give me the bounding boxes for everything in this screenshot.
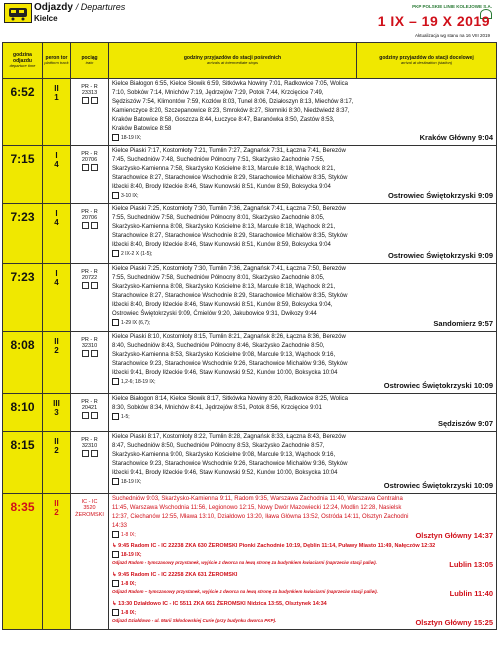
connection-block — [112, 542, 493, 569]
connection-destination: Lublin 11:40 — [449, 589, 493, 598]
validity-period: 1 IX – 19 X 2019 — [377, 13, 490, 29]
connection-block — [112, 571, 493, 598]
train-amenities-icons — [71, 97, 108, 104]
destination-arrival: Ostrowiec Świętokrzyski 9:09 — [357, 146, 497, 204]
platform: II — [54, 499, 59, 508]
train-category: PR - R — [81, 151, 98, 157]
train-number: 32310 — [81, 343, 98, 350]
calendar-icon — [112, 413, 119, 420]
train-category: PR - R — [81, 269, 98, 275]
departure-time: 7:23 — [3, 264, 43, 332]
departure-time: 7:15 — [3, 146, 43, 204]
calendar-icon — [112, 478, 119, 485]
train-number: 20706 — [81, 215, 98, 222]
train-number: 32310 — [81, 443, 98, 450]
connection-info: Odjazd Działdowo - ul. Marii Skłodowskiej Curie (przy budynku dworca PKP). — [112, 618, 277, 623]
platform: III — [53, 399, 60, 408]
note-text: 1-8 IX; — [121, 532, 136, 538]
note-text: 18-19 IX; — [121, 552, 142, 558]
platform-track — [43, 204, 71, 264]
train-info — [71, 332, 109, 394]
timetable — [2, 42, 497, 630]
stops-text: Suchedniów 9:03, Skarżysko-Kamienna 9:11, Radom 9:35, Warszawa Zachodnia 11:40, Warszawa Centralna 11:45, Warszawa Wschodnia 11:56, Legionowo 12:15, Nowy Dwór Mazowiecki 12:24, Modlin 12:28, Nasielsk 12:37, Ciechanów 12:55, Mława 13:10, Działdowo 13:20, Iława Główna 13:52, Ostróda 14:11, Olsztyn Zachodni 14:33 — [112, 496, 409, 529]
track: 2 — [54, 345, 59, 355]
note-text: 1-29 IX (6,7); — [121, 320, 151, 326]
calendar-icon — [112, 580, 119, 587]
train-info — [71, 204, 109, 264]
platform: II — [54, 84, 59, 93]
train-amenities-icons — [71, 450, 108, 457]
stops-text: Kielce Białogon 8:14, Kielce Słowik 8:17, Sitkówka Nowiny 8:20, Radkowice 8:25, Wolica 8:30, Sobków 8:34, Mnichów 8:41, Jędrzejów 8:51, Potok 8:56, Krzcięcice 9:01 — [112, 396, 349, 411]
departure-time: 7:23 — [3, 204, 43, 264]
col-stops: godziny przyjazdów do stacji pośrednich arrivals at intermediate stops — [109, 43, 357, 79]
connection-destination: Olsztyn Główny 15:25 — [415, 618, 493, 627]
note-text: 1-8 IX; — [121, 581, 137, 587]
intermediate-stops — [109, 79, 357, 146]
platform-track — [43, 146, 71, 204]
platform: I — [55, 209, 58, 218]
table-row — [3, 264, 497, 332]
track: 4 — [54, 277, 59, 287]
connection-block — [112, 600, 493, 627]
track: 2 — [54, 445, 59, 455]
connection-line: ↳ 9:45 Radom IC - IC 22238 ZKA 630 ŻEROMSKI Pionki Zachodnie 10:19, Dęblin 11:14, Puławy Miasto 11:49, Nałęczów 12:32 — [112, 543, 436, 549]
train-category: IC - IC — [81, 499, 98, 505]
platform: I — [55, 151, 58, 160]
train-number: 20421 — [81, 405, 98, 412]
track: 3 — [54, 407, 59, 417]
train-number: 23313 — [81, 90, 98, 97]
train-number: 20722 — [81, 275, 98, 282]
calendar-icon — [112, 551, 119, 558]
stops-text: Kielce Piaski 8:10, Kostomłoty 8:15, Tumlin 8:21, Zagnańsk 8:26, Łączna 8:36, Berezów 8:40, Suchedniów 8:43, Suchedniów Północny 8:46, Skarżysko Zachodnie 8:50, Skarżysko-Kamienna 8:53, Skarżysko Kościelne 9:08, Marcule 9:13, Wąchock 9:16, Starachowice 9:23, Starachowice Wschodnie 9:26, Starachowice Michałów 9:36, Styków Iłżecki 9:41, Brody Iłżeckie 9:46, Staw Kunowski 9:52, Kunów 10:00, Boksycka 10:04 — [112, 334, 348, 376]
note-text: 18-19 IX; — [121, 479, 142, 485]
platform-track — [43, 432, 71, 494]
intermediate-stops — [109, 146, 357, 204]
ic-stops-wrap — [112, 495, 415, 540]
calendar-icon — [112, 250, 119, 257]
col-dest: godziny przyjazdów do stacji docelowej arrival at destination (station) — [357, 43, 497, 79]
calendar-icon — [112, 609, 119, 616]
connection-bottom — [112, 560, 493, 569]
connection-line: ↳ 9:45 Radom IC - IC 22258 ZKA 631 ŻEROMSKI — [112, 572, 238, 578]
train-amenities-icons — [71, 164, 108, 171]
train-number: 20706 — [81, 157, 98, 164]
departure-time: 8:15 — [3, 432, 43, 494]
connection-bottom — [112, 618, 493, 627]
train-info — [71, 394, 109, 432]
table-row — [3, 432, 497, 494]
station-name: Kielce — [34, 14, 58, 23]
connection-note — [112, 609, 493, 618]
note-text: 1-8 IX; — [121, 610, 137, 616]
train-amenities-icons — [71, 222, 108, 229]
train-info — [71, 79, 109, 146]
train-info — [71, 264, 109, 332]
note-text: 1,2-6; 18-19 IX; — [121, 379, 156, 385]
col-train: pociąg train — [71, 43, 109, 79]
intermediate-stops — [109, 394, 357, 432]
train-category: PR - R — [81, 437, 98, 443]
connection-info: Odjazd Radom – tymczasowy przystanek, wyjście z dworca na lewą stronę za budynkiem kwiaciarni (naprzeciw stacji paliw). — [112, 589, 378, 594]
train-category: PR - R — [81, 84, 98, 90]
platform-track — [43, 79, 71, 146]
table-row — [3, 394, 497, 432]
departure-time: 6:52 — [3, 79, 43, 146]
col-time: godzina odjazdu departure time — [3, 43, 43, 79]
intermediate-stops — [109, 494, 497, 630]
note-text: 18-19 IX; — [121, 135, 142, 141]
platform: I — [55, 269, 58, 278]
stops-text: Kielce Białogon 6:55, Kielce Słowik 6:59, Sitkówka Nowiny 7:01, Radkowice 7:05, Wolica 7:10, Sobków 7:14, Mnichów 7:19, Jędrzejów 7:29, Potok 7:44, Krzcięcice 7:49, Sędziszów 7:54, Klimontów 7:59, Kozłów 8:03, Tunel 8:06, Działoszyn 8:13, Miechów 8:17, Kamienczyce 8:20, Szczepanowice 8:23, Smroków 8:27, Słomniki 8:30, Niedźwiedź 8:37, Kraków Batowice 8:58, Goszcza 8:44, Łuczyce 8:47, Baranówka 8:50, Zastów 8:53, Kraków Batowice 8:58 — [112, 81, 354, 132]
platform-track — [43, 332, 71, 394]
destination-arrival: Ostrowiec Świętokrzyski 10:09 — [357, 332, 497, 394]
ic-main — [112, 495, 493, 540]
train-amenities-icons — [71, 412, 108, 419]
intermediate-stops — [109, 432, 357, 494]
train-category: PR - R — [81, 399, 98, 405]
destination-arrival: Ostrowiec Świętokrzyski 10:09 — [357, 432, 497, 494]
track: 4 — [54, 159, 59, 169]
note-text: 1-5; — [121, 414, 130, 420]
stops-text: Kielce Piaski 7:25, Kostomłoty 7:30, Tumlin 7:36, Zagnańsk 7:41, Łączna 7:50, Berezów 7:55, Suchedniów 7:58, Suchedniów Północny 8:01, Skarżysko Zachodnie 8:05, Skarżysko-Kamienna 8:08, Skarżysko Kościelne 8:13, Marcule 8:18, Wąchock 8:21, Starachowice 8:27, Starachowice Wschodnie 8:29, Starachowice Michałów 8:35, Styków Iłżecki 8:40, Brody Iłżeckie 8:46, Staw Kunowski 8:51, Kunów 8:59, Boksycka 9:04 — [112, 206, 348, 248]
platform: II — [54, 437, 59, 446]
page-title: Odjazdy / Departures — [34, 2, 126, 13]
destination-arrival: Olsztyn Główny 14:37 — [415, 531, 493, 540]
connection-note — [112, 580, 493, 589]
row-note — [112, 192, 354, 201]
connection-line: ↳ 13:30 Działdowo IC - IC 5511 ZKA 661 ŻEROMSKI Nidzica 13:55, Olsztynek 14:34 — [112, 601, 327, 607]
train-info — [71, 432, 109, 494]
platform-track — [43, 264, 71, 332]
departure-time: 8:35 — [3, 494, 43, 630]
intermediate-stops — [109, 264, 357, 332]
header — [0, 0, 498, 42]
platform-track — [43, 394, 71, 432]
calendar-icon — [112, 531, 119, 538]
table-row-ic — [3, 494, 497, 630]
table-row — [3, 146, 497, 204]
track: 4 — [54, 217, 59, 227]
table-row — [3, 79, 497, 146]
calendar-icon — [112, 319, 119, 326]
row-note — [112, 319, 354, 328]
train-name: ŻEROMSKI — [75, 511, 104, 518]
train-info — [71, 146, 109, 204]
departure-time: 8:10 — [3, 394, 43, 432]
stops-text: Kielce Piaski 7:25, Kostomłoty 7:30, Tumlin 7:36, Zagnańsk 7:41, Łączna 7:50, Berezów 7:55, Suchedniów 7:58, Suchedniów Północny 8:01, Skarżysko Zachodnie 8:05, Skarżysko-Kamienna 8:08, Skarżysko Kościelne 8:13, Marcule 8:18, Wąchock 8:21, Starachowice 8:27, Starachowice Wschodnie 8:29, Starachowice Michałów 8:35, Styków Iłżecki 8:40, Brody Iłżeckie 8:46, Staw Kunowski 8:51, Kunów 8:59, Boksycka 9:04, Ostrowiec Świętokrzyski 9:09, Ćmielów 9:20, Jakubowice 9:31, Dwikozy 9:44 — [112, 266, 348, 317]
train-category: PR - R — [81, 209, 98, 215]
platform-track — [43, 494, 71, 630]
stops-text: Kielce Piaski 8:17, Kostomłoty 8:22, Tumlin 8:28, Zagnańsk 8:33, Łączna 8:43, Berezów 8:47, Suchedniów 8:50, Suchedniów Północny 8:53, Skarżysko Zachodnie 8:57, Skarżysko-Kamienna 9:00, Skarżysko Kościelne 9:08, Marcule 9:13, Wąchock 9:16, Starachowice 9:23, Starachowice Wschodnie 9:26, Starachowice Michałów 9:36, Styków Iłżecki 9:41, Brody Iłżeckie 9:46, Staw Kunowski 9:52, Kunów 10:00, Boksycka 10:04 — [112, 434, 348, 476]
row-note — [112, 478, 354, 487]
intermediate-stops — [109, 332, 357, 394]
track: 1 — [54, 92, 59, 102]
row-note — [112, 250, 354, 259]
destination-arrival: Ostrowiec Świętokrzyski 9:09 — [357, 204, 497, 264]
intermediate-stops — [109, 204, 357, 264]
train-category: PR - R — [81, 337, 98, 343]
connection-info: Odjazd Radom - tymczasowy przystanek, wyjście z dworca na lewą stronę za budynkiem kwiaciarni (naprzeciw stacji paliw). — [112, 560, 377, 565]
table-row — [3, 204, 497, 264]
train-icon — [4, 3, 32, 23]
connection-destination: Lublin 13:05 — [449, 560, 493, 569]
connection-bottom — [112, 589, 493, 598]
note-text: 2 IX-2 X (1-5); — [121, 251, 153, 257]
platform: II — [54, 337, 59, 346]
note-text: 3-10 IX; — [121, 193, 139, 199]
train-info — [71, 494, 109, 630]
destination-arrival: Kraków Główny 9:04 — [357, 79, 497, 146]
col-platform: peron tor platform track — [43, 43, 71, 79]
connection-note — [112, 551, 493, 560]
train-number: 3520 — [83, 505, 96, 512]
row-note — [112, 413, 354, 422]
row-note — [112, 378, 354, 387]
calendar-icon — [112, 134, 119, 141]
destination-arrival: Sędziszów 9:07 — [357, 394, 497, 432]
calendar-icon — [112, 378, 119, 385]
destination-arrival: Sandomierz 9:57 — [357, 264, 497, 332]
row-note — [112, 134, 354, 143]
train-amenities-icons — [71, 350, 108, 357]
train-amenities-icons — [71, 282, 108, 289]
pkp-logo: PKP POLSKIE LINIE KOLEJOWE S.A. — [412, 4, 492, 19]
update-note: Aktualizacja wg stanu na 16 VIII 2019 — [414, 33, 490, 38]
calendar-icon — [112, 192, 119, 199]
departure-time: 8:08 — [3, 332, 43, 394]
table-row — [3, 332, 497, 394]
track: 2 — [54, 507, 59, 517]
stops-text: Kielce Piaski 7:17, Kostomłoty 7:21, Tumlin 7:27, Zagnańsk 7:31, Łączna 7:41, Berezów 7:45, Suchedniów 7:48, Suchedniów Północny 7:51, Skarżysko Zachodnie 7:55, Skarżysko-Kamienna 7:58, Skarżysko Kościelne 8:13, Marcule 8:18, Wąchock 8:21, Starachowice 8:27, Starachowice Wschodnie 8:29, Starachowice Michałów 8:35, Styków Iłżecki 8:40, Brody Iłżeckie 8:46, Staw Kunowski 8:51, Kunów 8:59, Boksycka 9:04 — [112, 148, 348, 190]
row-note — [112, 531, 415, 540]
